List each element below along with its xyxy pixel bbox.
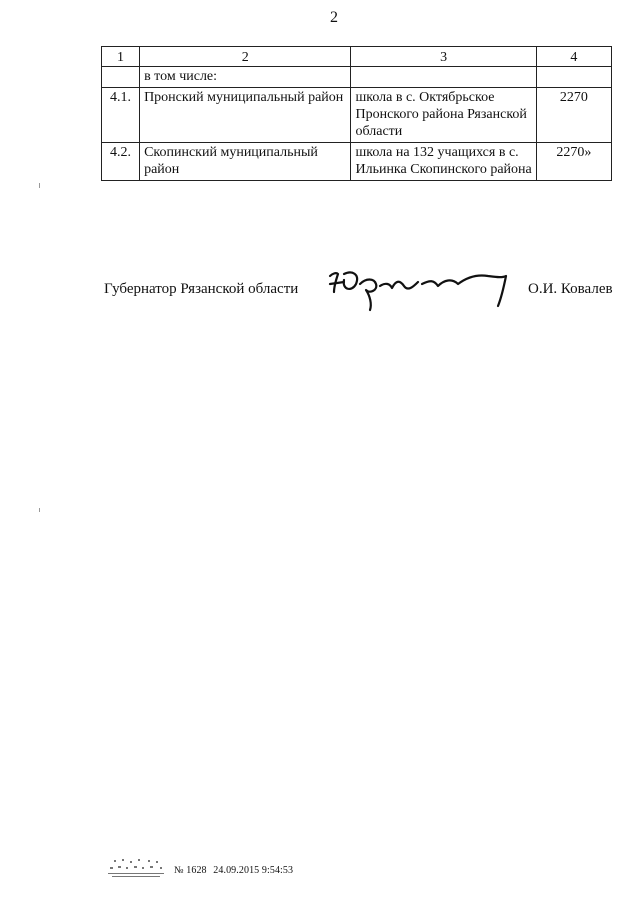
table-row — [102, 88, 612, 143]
object-cell — [351, 67, 536, 88]
table-row — [102, 67, 612, 88]
column-header: 4 — [536, 47, 611, 67]
district-cell: Скопинский муниципальный район — [140, 143, 351, 181]
signatory-name: О.И. Ковалев — [528, 281, 613, 297]
signatory-title: Губернатор Рязанской области — [104, 281, 299, 297]
table-header-row — [102, 47, 612, 67]
stamp-datetime: 24.09.2015 9:54:53 — [213, 865, 294, 876]
value-cell — [536, 67, 611, 88]
scan-mark — [39, 508, 40, 512]
value-cell: 2270» — [536, 143, 611, 181]
row-number — [102, 67, 140, 88]
district-cell: Пронский муниципальный район — [140, 88, 351, 143]
scan-mark — [39, 183, 40, 188]
column-header: 2 — [140, 47, 351, 67]
value-cell: 2270 — [536, 88, 611, 143]
stamp-number: № 1628 — [174, 865, 207, 876]
table-row — [102, 143, 612, 181]
document-table — [101, 46, 612, 181]
signature-block — [104, 280, 624, 320]
row-number: 4.1. — [102, 88, 140, 143]
column-header: 1 — [102, 47, 140, 67]
row-number: 4.2. — [102, 143, 140, 181]
registry-logo-icon — [108, 858, 170, 880]
object-cell: школа в с. Октябрьское Пронского района Рязанской области — [351, 88, 536, 143]
page-number: 2 — [330, 9, 338, 26]
district-cell: в том числе: — [140, 67, 351, 88]
column-header: 3 — [351, 47, 536, 67]
stamp-text — [174, 865, 297, 876]
handwritten-signature — [326, 266, 526, 314]
object-cell: школа на 132 учащихся в с. Ильинка Скопинского района — [351, 143, 536, 181]
registration-stamp — [108, 858, 368, 882]
